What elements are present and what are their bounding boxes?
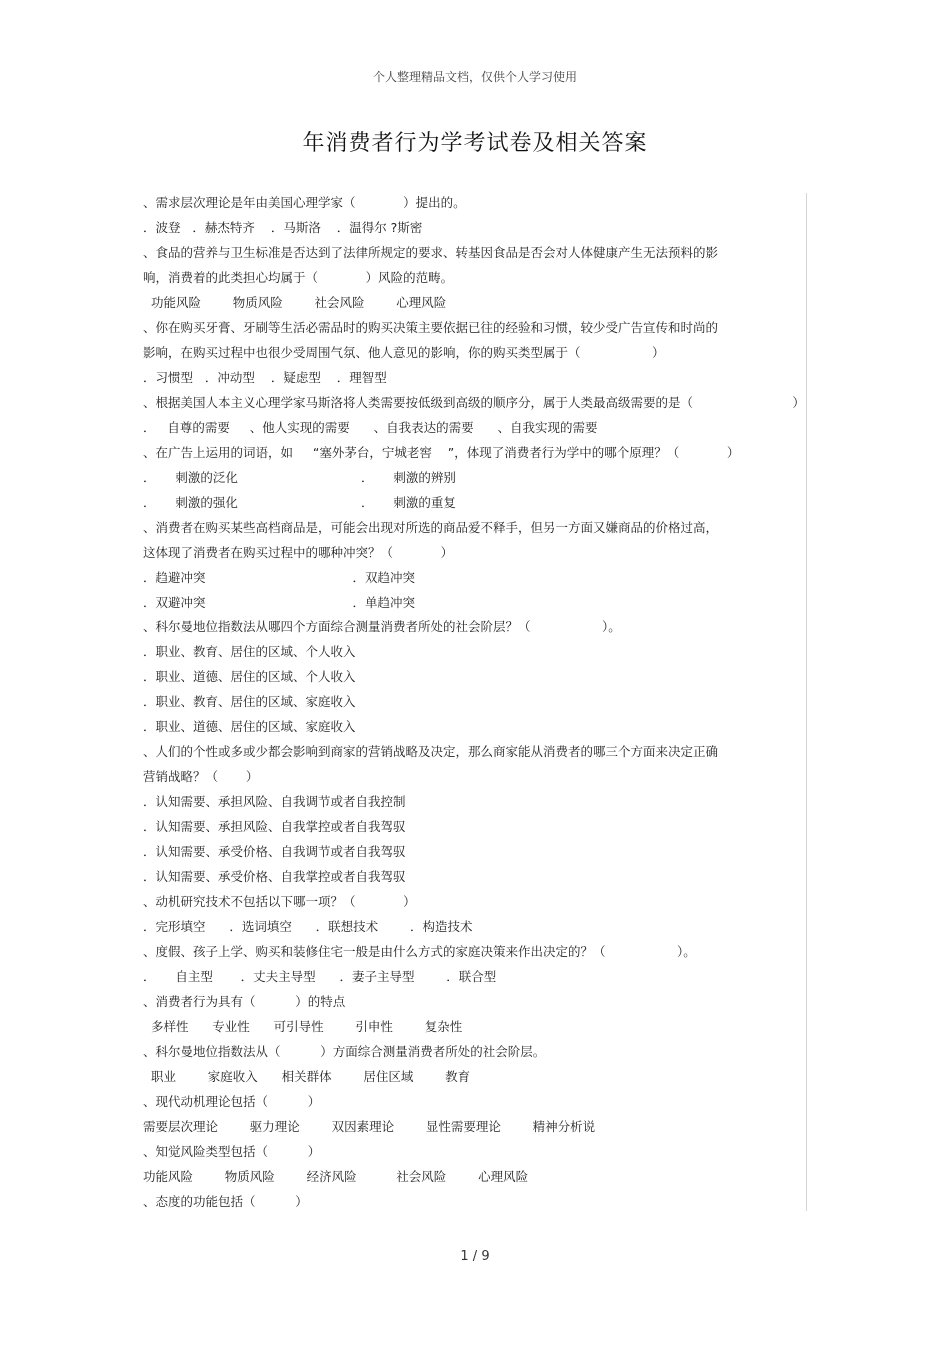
text-line: ．职业、道德、居住的区域、家庭收入 — [143, 719, 356, 735]
text-line: 、你在购买牙膏、牙刷等生活必需品时的购买决策主要依据已往的经验和习惯，较少受广告宣传和时尚的 — [143, 319, 719, 335]
text-line: ． 刺激的强化 ． 刺激的重复 — [143, 494, 456, 510]
text-line: 、动机研究技术不包括以下哪一项？（ ） — [143, 894, 416, 910]
text-line: ． 刺激的泛化 ． 刺激的辨别 — [143, 469, 456, 485]
text-line: 多样性 专业性 可引导性 引申性 复杂性 — [143, 1018, 463, 1034]
text-line: ． 自主型 ．丈夫主导型 ．妻子主导型 ．联合型 — [143, 969, 497, 985]
text-line: 、需求层次理论是年由美国心理学家（ ）提出的。 — [143, 195, 466, 210]
text-line: 、根据美国人本主义心理学家马斯洛将人类需要按低级到高级的顺序分，属于人类最高级需要的是（ ） — [143, 394, 805, 410]
text-line: ．职业、道德、居住的区域、个人收入 — [143, 669, 356, 685]
text-line: ．习惯型 ．冲动型 ．疑虑型 ．理智型 — [143, 369, 387, 385]
text-line: ．职业、教育、居住的区域、家庭收入 — [143, 694, 356, 710]
text-line: 、科尔曼地位指数法从哪四个方面综合测量消费者所处的社会阶层？（ ）。 — [143, 619, 621, 635]
text-line: ．完形填空 ．选词填空 ．联想技术 ．构造技术 — [143, 919, 473, 935]
text-line: 、知觉风险类型包括（ ） — [143, 1143, 321, 1159]
document-title: 年消费者行为学考试卷及相关答案 — [302, 131, 648, 156]
text-line: ． 自尊的需要 、他人实现的需要 、自我表达的需要 、自我实现的需要 — [143, 419, 598, 435]
text-line: 功能风险 物质风险 经济风险 社会风险 心理风险 — [143, 1168, 529, 1184]
page-number: 1 / 9 — [460, 1249, 490, 1264]
text-line: ．认知需要、承受价格、自我掌控或者自我驾驭 — [143, 869, 406, 885]
text-line: 职业 家庭收入 相关群体 居住区域 教育 — [143, 1068, 471, 1084]
text-line: 需要层次理论 驱力理论 双因素理论 显性需要理论 精神分析说 — [143, 1118, 596, 1134]
text-line: ．波登 ．赫杰特齐 ．马斯洛 ．温得尔 ?斯密 — [143, 219, 423, 235]
text-line: 营销战略？（ ） — [143, 769, 259, 785]
text-line: ．认知需要、承担风险、自我掌控或者自我驾驭 — [143, 819, 406, 835]
text-line: 这体现了消费者在购买过程中的哪种冲突？（ ） — [143, 544, 454, 560]
text-line: 、人们的个性或多或少都会影响到商家的营销战略及决定，那么商家能从消费者的哪三个方面来决定正确 — [143, 744, 719, 760]
text-line: 功能风险 物质风险 社会风险 心理风险 — [143, 294, 447, 310]
right-margin-line — [806, 193, 807, 1211]
text-line: 、现代动机理论包括（ ） — [143, 1093, 321, 1109]
text-line: 、度假、孩子上学、购买和装修住宅一般是由什么方式的家庭决策来作出决定的？（ ）。 — [143, 944, 696, 960]
text-line: 、消费者行为具有（ ）的特点 — [143, 994, 346, 1009]
text-line: 、态度的功能包括（ ） — [143, 1193, 308, 1209]
text-line: ．双避冲突 ．单趋冲突 — [143, 594, 416, 610]
text-line: 、食品的营养与卫生标准是否达到了法律所规定的要求、转基因食品是否会对人体健康产生无法预料的影 — [143, 244, 719, 260]
text-line: ．认知需要、承受价格、自我调节或者自我驾驭 — [143, 844, 406, 860]
text-line: ．认知需要、承担风险、自我调节或者自我控制 — [143, 794, 406, 810]
text-line: 影响，在购买过程中也很少受周围气氛、他人意见的影响，你的购买类型属于（ ） — [143, 344, 665, 360]
text-line: 响，消费着的此类担心均属于（ ）风险的范畴。 — [143, 269, 454, 285]
text-line: 、在广告上运用的词语，如 “塞外茅台，宁城老窖 ”，体现了消费者行为学中的哪个原理？（ ） — [143, 444, 740, 460]
page-header: 个人整理精品文档，仅供个人学习使用 — [372, 70, 577, 84]
document-body — [143, 191, 805, 1215]
text-line: ．职业、教育、居住的区域、个人收入 — [143, 644, 356, 660]
text-line: 、消费者在购买某些高档商品是，可能会出现对所选的商品爱不释手，但另一方面又嫌商品的价格过高， — [143, 519, 719, 535]
text-line: ．趋避冲突 ．双趋冲突 — [143, 569, 416, 585]
text-line: 、科尔曼地位指数法从（ ）方面综合测量消费者所处的社会阶层。 — [143, 1043, 546, 1059]
